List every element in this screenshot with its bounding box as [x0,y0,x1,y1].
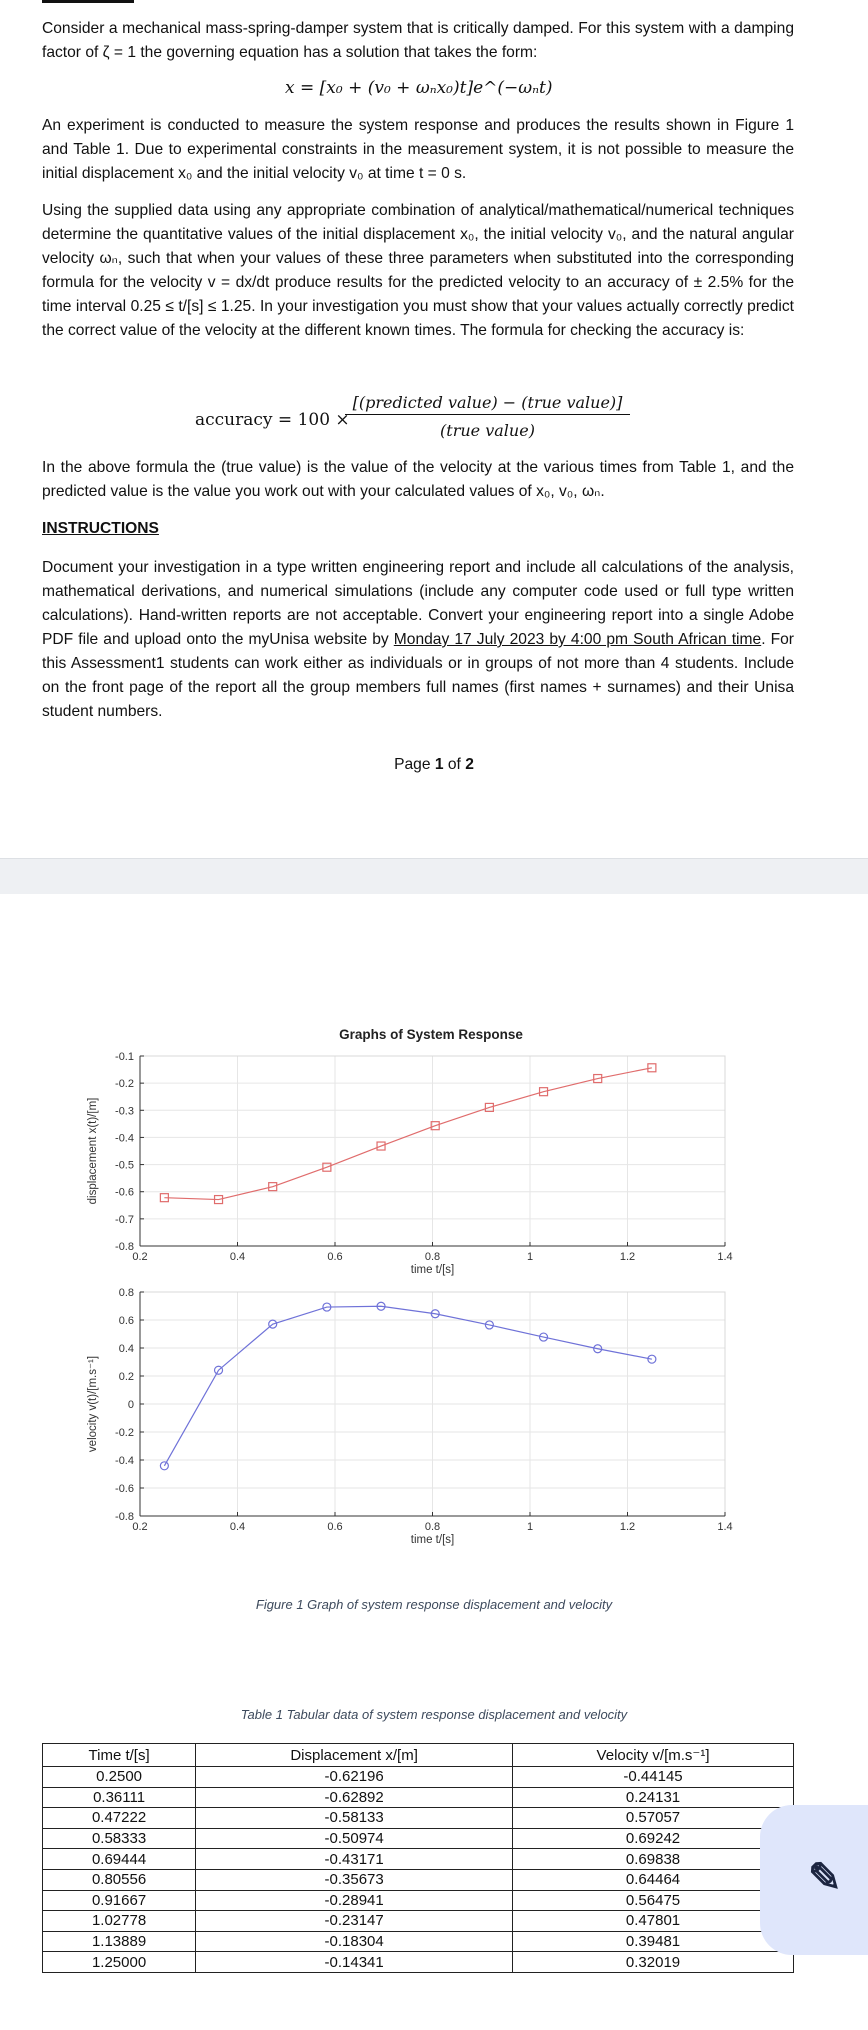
y-tick-label: -0.4 [115,1132,134,1145]
velocity-chart [87,1287,733,1546]
cell-velocity: 0.47801 [513,1911,794,1932]
cell-displacement: -0.14341 [196,1952,513,1973]
y-tick-label: -0.8 [115,1511,134,1523]
true-value-paragraph: In the above formula the (true value) is the value of the velocity at the various times from Table 1, and the predicted value is the value you work out with your calculated values of x₀, v₀, ωₙ. [42,459,794,500]
y-tick-label: -0.6 [115,1186,134,1199]
accuracy-denominator: (true value) [440,421,535,440]
cell-time: 0.47222 [43,1808,196,1829]
cell-time: 1.02778 [43,1911,196,1932]
pen-slash-icon[interactable]: ✎ [808,1856,842,1900]
x-tick-label: 0.8 [424,1521,441,1533]
instructions-text-b: . For this Assessment1 students can work either as individuals or in groups of not more than 4 students. Include on the front page of the report all the group members full names (first names + surnames) and their Unisa student numbers. [42,631,794,720]
cell-displacement: -0.62892 [196,1787,513,1808]
x-tick-label: 1.2 [619,1251,636,1263]
x-tick-label: 0.4 [229,1251,246,1263]
table-row [43,1767,794,1788]
accuracy-numerator: [(predicted value) − (true value)] [345,393,630,415]
top-rule [42,0,134,3]
instructions-heading: INSTRUCTIONS [42,520,159,537]
y-tick-label: -0.2 [115,1427,134,1439]
y-tick-label: 0.2 [118,1371,134,1383]
deadline-text: Monday 17 July 2023 by 4:00 pm South African time [393,631,762,648]
cell-time: 0.69444 [43,1849,196,1870]
y-tick-label: 0.4 [118,1343,134,1355]
cell-displacement: -0.28941 [196,1890,513,1911]
x-tick-label: 0.2 [132,1251,148,1263]
y-axis-label: displacement x(t)/[m] [87,1097,99,1205]
cell-displacement: -0.35673 [196,1869,513,1890]
x-tick-label: 0.6 [327,1521,343,1533]
table-row [43,1808,794,1829]
cell-time: 1.25000 [43,1952,196,1973]
governing-equation: x = [x₀ + (v₀ + ωₙx₀)t]e^(−ωₙt) [285,78,553,98]
document-page-1 [0,0,868,858]
instructions-text-a: Document your investigation in a type written engineering report and include all calculations of the analysis, mathematical derivations, and numerical simulations (include any computer code used or full type written calculations). Hand-written reports are not acceptable. Convert your engineering report into a single Adobe PDF file and upload onto the myUnisa website by [42,559,794,648]
figure-caption: Figure 1 Graph of system response displacement and velocity [255,1597,613,1612]
x-tick-label: 0.6 [327,1251,343,1263]
x-tick-label: 0.4 [229,1521,246,1533]
task-paragraph: Using the supplied data using any appropriate combination of analytical/mathematical/numerical techniques determine the quantitative values of the initial displacement x₀, the initial velocity v₀, and the natural angular velocity ωₙ, such that when your values of these three parameters when substituted into the corresponding formula for the velocity v = dx/dt produce results for the predicted velocity to an accuracy of ± 2.5% for the time interval 0.25 ≤ t/[s] ≤ 1.25. In your investigation you must show that your values actually correctly predict the correct value of the velocity at the different known times. The formula for checking the accuracy is: [42,202,794,339]
x-tick-label: 1.4 [717,1521,733,1533]
cell-displacement: -0.18304 [196,1931,513,1952]
cell-velocity: 0.56475 [513,1890,794,1911]
page-total: 2 [465,756,474,773]
experiment-paragraph: An experiment is conducted to measure the system response and produces the results shown in Figure 1 and Table 1. Due to experimental constraints in the measurement system, it is not possible to measure the initial displacement x₀ and the initial velocity v₀ at time t = 0 s. [42,117,794,182]
y-tick-label: -0.4 [115,1455,134,1467]
table-caption: Table 1 Tabular data of system response displacement and velocity [240,1707,628,1722]
y-tick-label: 0.8 [118,1287,134,1299]
cell-time: 0.58333 [43,1828,196,1849]
y-tick-label: -0.3 [115,1105,134,1118]
table-row [43,1911,794,1932]
data-table [42,1743,794,1973]
header-time: Time t/[s] [43,1744,196,1767]
displacement-chart [87,1051,733,1276]
system-response-figure [0,1020,868,1560]
page-label: Page [394,756,435,773]
cell-velocity: 0.24131 [513,1787,794,1808]
cell-time: 0.2500 [43,1767,196,1788]
header-displacement: Displacement x/[m] [196,1744,513,1767]
x-tick-label: 1 [526,1251,534,1263]
instructions-paragraph [42,556,794,724]
cell-time: 0.91667 [43,1890,196,1911]
y-axis-label: velocity v(t)/[m.s⁻¹] [87,1355,99,1453]
y-tick-label: -0.6 [115,1483,134,1495]
page-separator [0,858,868,895]
y-tick-label: -0.2 [115,1078,134,1091]
y-tick-label: -0.5 [115,1159,134,1172]
cell-time: 1.13889 [43,1931,196,1952]
cell-velocity: -0.44145 [513,1767,794,1788]
cell-velocity: 0.69838 [513,1849,794,1870]
table-row [43,1828,794,1849]
cell-velocity: 0.57057 [513,1808,794,1829]
page-of-label: of [443,756,466,773]
table-row [43,1787,794,1808]
table-row [43,1931,794,1952]
cell-velocity: 0.39481 [513,1931,794,1952]
x-tick-label: 1.2 [619,1521,636,1533]
y-tick-label: 0.6 [118,1315,134,1327]
table-row [43,1869,794,1890]
x-axis-label: time t/[s] [410,1264,455,1276]
cell-displacement: -0.43171 [196,1849,513,1870]
cell-displacement: -0.62196 [196,1767,513,1788]
cell-time: 0.80556 [43,1869,196,1890]
table-row [43,1952,794,1973]
header-velocity: Velocity v/[m.s⁻¹] [513,1744,794,1767]
page-current: 1 [434,756,444,773]
x-tick-label: 0.2 [132,1521,148,1533]
y-tick-label: -0.1 [115,1051,134,1063]
cell-velocity: 0.32019 [513,1952,794,1973]
cell-velocity: 0.64464 [513,1869,794,1890]
intro-paragraph: Consider a mechanical mass-spring-damper system that is critically damped. For this system with a damping factor of ζ = 1 the governing equation has a solution that takes the form: [42,20,794,61]
y-tick-label: -0.8 [115,1241,134,1253]
accuracy-lhs: accuracy = 100 × [195,410,350,430]
table-row [43,1849,794,1870]
x-tick-label: 0.8 [424,1251,441,1263]
table-header-row [43,1744,794,1767]
x-axis-label: time t/[s] [410,1534,455,1546]
x-tick-label: 1 [526,1521,534,1533]
cell-time: 0.36111 [43,1787,196,1808]
x-tick-label: 1.4 [717,1251,733,1263]
cell-displacement: -0.23147 [196,1911,513,1932]
chart-title: Graphs of System Response [339,1027,523,1042]
y-tick-label: -0.7 [115,1213,134,1226]
cell-velocity: 0.69242 [513,1828,794,1849]
cell-displacement: -0.50974 [196,1828,513,1849]
page-number [0,756,868,774]
cell-displacement: -0.58133 [196,1808,513,1829]
table-row [43,1890,794,1911]
y-tick-label: 0 [127,1399,134,1411]
